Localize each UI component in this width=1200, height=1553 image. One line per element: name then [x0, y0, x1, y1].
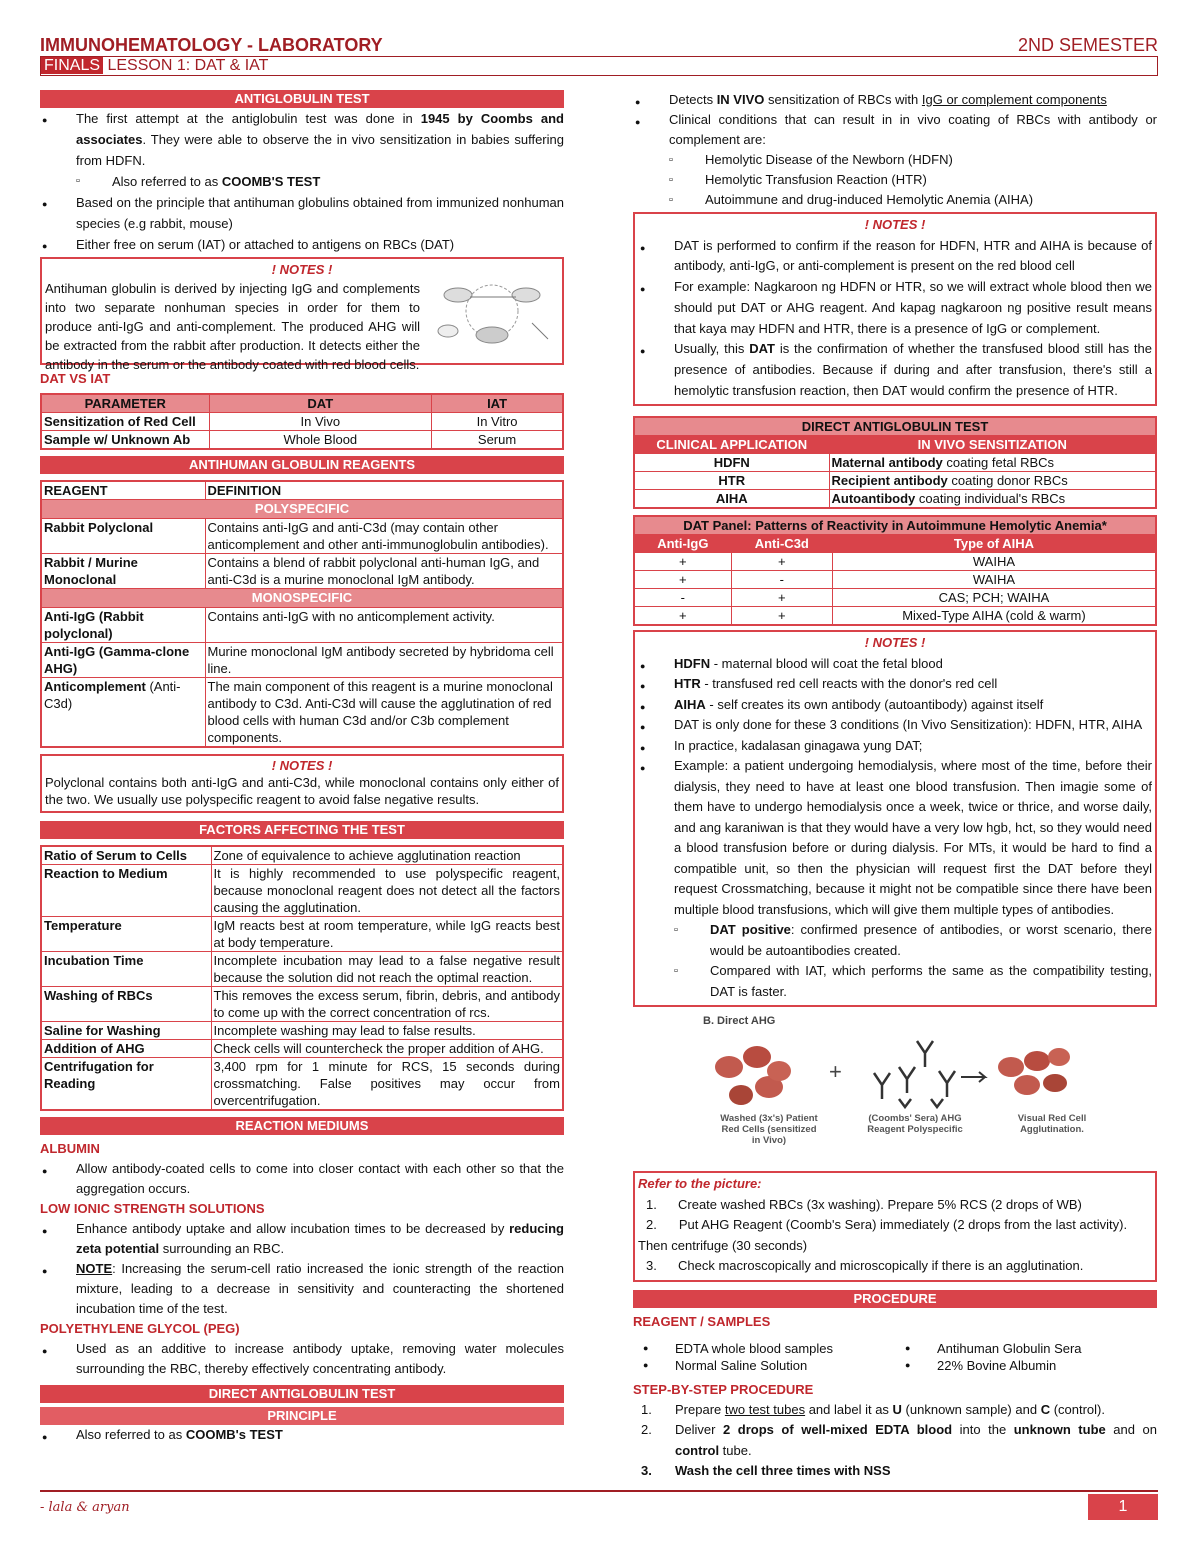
- table-cell: HDFN: [634, 454, 829, 472]
- table-cell: Washing of RBCs: [41, 987, 211, 1022]
- table-cell: In Vitro: [432, 413, 563, 431]
- table-row: [41, 554, 563, 589]
- notes-box-ahg: [40, 754, 564, 813]
- table-row: [634, 490, 1156, 509]
- table-cell: Incomplete washing may lead to false results.: [211, 1022, 563, 1040]
- dat-panel-table: [633, 515, 1157, 626]
- list-item: ● Example: a patient undergoing hemodialysis, where most of the time, before their dialysis, they need to have at least one blood transfusion. Then imagie some of them have to undergo hemodialysis once a week, twice or thrice, and worse daily, and ang karaniwan is that they would have a very low hgb, hct, so they would need a blood transfusion before or during dialysis. For MTs, it would be hard to find a compatible unit, so then the physician will request first the DAT before theyl request Crossmatching, because it might not be compatible since there have been multiple blood transfusions, which will give them multiple types of antibodies.: [638, 756, 1152, 920]
- table-cell: +: [634, 571, 731, 589]
- list-item: ● HDFN - maternal blood will coat the fetal blood: [638, 654, 1152, 675]
- subheader-polyspecific: POLYSPECIFIC: [41, 500, 563, 519]
- section-bar-procedure: PROCEDURE: [633, 1290, 1157, 1308]
- list-item: ● Used as an additive to increase antibody uptake, removing water molecules surrounding the RBC, thereby effectively concentrating antibody.: [40, 1339, 564, 1379]
- table-header: Anti-C3d: [731, 535, 832, 553]
- table-cell: Reaction to Medium: [41, 865, 211, 917]
- table-row: [41, 1040, 563, 1058]
- table-header: REAGENT: [41, 481, 205, 500]
- semester-label: 2ND SEMESTER: [1017, 35, 1158, 55]
- list-item: ● Detects IN VIVO sensitization of RBCs with IgG or complement components: [633, 90, 1157, 110]
- list-item: 3. Wash the cell three times with NSS: [641, 1463, 891, 1479]
- agt-sublist: [40, 171, 564, 192]
- list-item: ● For example: Nagkaroon ng HDFN or HTR, so we will extract whole blood then we should put DAT or AHG reagent. And kapag nagkaroon ng positive result means that kaya may HDFN and HTR, there is a presence of IgG or complement.: [638, 277, 1152, 339]
- table-cell: Saline for Washing: [41, 1022, 211, 1040]
- section-bar-factors: FACTORS AFFECTING THE TEST: [40, 821, 564, 839]
- list-item: ● DAT is only done for these 3 conditions (In Vivo Sensitization): HDFN, HTR, AIHA: [638, 715, 1152, 736]
- table-cell: CAS; PCH; WAIHA: [832, 589, 1156, 607]
- table-title: DAT Panel: Patterns of Reactivity in Autoimmune Hemolytic Anemia*: [634, 516, 1156, 535]
- table-cell: Mixed-Type AIHA (cold & warm): [832, 607, 1156, 626]
- table-cell: +: [731, 607, 832, 626]
- table-row: [634, 607, 1156, 626]
- list-item: ● Antihuman Globulin Sera: [905, 1340, 1082, 1356]
- arrow-icon: [961, 1072, 985, 1082]
- figure-title: B. Direct AHG: [703, 1015, 776, 1028]
- list-item: 1. Prepare two test tubes and label it as U (unknown sample) and C (control).: [641, 1401, 1105, 1417]
- table-cell: HTR: [634, 472, 829, 490]
- list-item: ● DAT is performed to confirm if the reason for HDFN, HTR and AIHA is because of antibody, anti-IgG, or anti-complement is present on the red blood cell: [638, 236, 1152, 277]
- table-cell: Zone of equivalence to achieve agglutination reaction: [211, 846, 563, 865]
- notes-box-agt: [40, 257, 564, 372]
- liss-list: [40, 1219, 564, 1319]
- section-bar-mediums: REACTION MEDIUMS: [40, 1117, 564, 1135]
- figure-caption-cells: Washed (3x's) Patient Red Cells (sensitized in Vivo): [720, 1113, 818, 1147]
- detects-list: [633, 90, 1157, 150]
- list-item: ● 22% Bovine Albumin: [905, 1357, 1057, 1373]
- list-item: ● Based on the principle that antihuman globulins obtained from immunized nonhuman species (e.g rabbit, mouse): [40, 192, 564, 234]
- table-header: PARAMETER: [41, 394, 209, 413]
- refer-box: [633, 1171, 1157, 1282]
- table-cell: Check cells will countercheck the proper addition of AHG.: [211, 1040, 563, 1058]
- table-header: DEFINITION: [205, 481, 563, 500]
- list-item: ● Usually, this DAT is the confirmation of whether the transfused blood still has the presence of antibodies. Because if during and after transfusion, there's still a hemolytic transfusion reaction, then DAT would confirm the presence of HTR.: [638, 339, 1152, 401]
- table-row: [41, 678, 563, 748]
- list-item: ● NOTE: Increasing the serum-cell ratio increased the ionic strength of the reaction mixture, leading to a decrease in sensitivity and counteracting the shortened incubation time of the test.: [40, 1259, 564, 1319]
- table-row: [41, 608, 563, 643]
- albumin-heading: ALBUMIN: [40, 1141, 100, 1156]
- list-item: ● In practice, kadalasan ginagawa yung DAT;: [638, 736, 1152, 757]
- notes-text: Polyclonal contains both anti-IgG and anti-C3d, while monoclonal contains only either of the two. We usually use polyspecific reagent to avoid false negative results.: [45, 775, 559, 807]
- plus-sign: +: [829, 1059, 842, 1085]
- steps-list: [633, 1400, 1157, 1482]
- table-header: Type of AIHA: [832, 535, 1156, 553]
- list-item: ● Normal Saline Solution: [643, 1357, 808, 1373]
- list-item: 1. Create washed RBCs (3x washing). Prepare 5% RCS (2 drops of WB): [646, 1196, 1082, 1212]
- table-row: [41, 917, 563, 952]
- table-cell: Contains anti-IgG and anti-C3d (may contain other anticomplement and other anti-immunoglobulin antibodies).: [205, 519, 563, 554]
- list-item: ▫ Hemolytic Transfusion Reaction (HTR): [633, 170, 1157, 190]
- list-item: 2. Put AHG Reagent (Coomb's Sera) immediately (2 drops from the last activity). Then centrifuge (30 seconds): [638, 1217, 1128, 1253]
- figure-caption-reagent: (Coombs' Sera) AHG Reagent Polyspecific: [867, 1113, 963, 1136]
- table-row: [41, 519, 563, 554]
- list-item: ● AIHA - self creates its own antibody (autoantibody) against itself: [638, 695, 1152, 716]
- table-cell: +: [634, 553, 731, 571]
- table-cell: Anti-IgG (Gamma-clone AHG): [41, 643, 205, 678]
- section-bar-dat: DIRECT ANTIGLOBULIN TEST: [40, 1385, 564, 1403]
- notes-title: ! NOTES !: [864, 217, 926, 232]
- notes-title: ! NOTES !: [271, 758, 333, 773]
- agglutination-diagram: [699, 1027, 1099, 1111]
- table-cell: This removes the excess serum, fibrin, debris, and antibody to come up with the correct concentration of rcs.: [211, 987, 563, 1022]
- peg-list: [40, 1339, 564, 1379]
- table-cell: IgM reacts best at room temperature, while IgG reacts best at body temperature.: [211, 917, 563, 952]
- notes-list: [638, 236, 1152, 402]
- page-header: [40, 34, 1158, 76]
- table-cell: Incomplete incubation may lead to a false negative result because the solution did not reach the optimal reaction.: [211, 952, 563, 987]
- table-header-row: [41, 481, 563, 500]
- direct-ahg-figure: [633, 1013, 1157, 1163]
- dat-vs-iat-heading: DAT VS IAT: [40, 371, 111, 386]
- list-item: ● HTR - transfused red cell reacts with the donor's red cell: [638, 674, 1152, 695]
- table-cell: -: [731, 571, 832, 589]
- table-header: IAT: [432, 394, 563, 413]
- footer-divider: [40, 1490, 1158, 1492]
- table-cell: It is highly recommended to use polyspecific reagent, because monoclonal reagent does not detect all the factors causing the agglutination.: [211, 865, 563, 917]
- list-item: ● Allow antibody-coated cells to come into closer contact with each other so that the aggregation occurs.: [40, 1159, 564, 1199]
- table-row: [41, 952, 563, 987]
- table-cell: Ratio of Serum to Cells: [41, 846, 211, 865]
- dat-vs-iat-table: [40, 393, 564, 450]
- table-cell: Maternal antibody coating fetal RBCs: [829, 454, 1156, 472]
- table-cell: Sample w/ Unknown Ab: [41, 431, 209, 450]
- agglutinated-cells-icon: [998, 1048, 1070, 1095]
- table-cell: The main component of this reagent is a murine monoclonal antibody to C3d. Anti-C3d will cause the agglutination of red blood cells with human C3d and/or C3b complement components.: [205, 678, 563, 748]
- subheader-monospecific: MONOSPECIFIC: [41, 589, 563, 608]
- lesson-title: LESSON 1: DAT & IAT: [103, 57, 269, 74]
- right-column: [633, 90, 1157, 1482]
- notes-box-conditions: [633, 630, 1157, 1007]
- ahg-reagents-table: [40, 480, 564, 748]
- table-cell: Contains anti-IgG with no anticomplement activity.: [205, 608, 563, 643]
- figure-caption-result: Visual Red Cell Agglutination.: [1017, 1113, 1087, 1136]
- section-bar-antiglobulin: ANTIGLOBULIN TEST: [40, 90, 564, 108]
- reagents-heading: REAGENT / SAMPLES: [633, 1313, 771, 1329]
- table-cell: Addition of AHG: [41, 1040, 211, 1058]
- table-cell: In Vivo: [209, 413, 432, 431]
- table-header: IN VIVO SENSITIZATION: [829, 436, 1156, 454]
- table-cell: Autoantibody coating individual's RBCs: [829, 490, 1156, 509]
- agt-list-2: [40, 192, 564, 255]
- agt-list: [40, 108, 564, 171]
- table-cell: AIHA: [634, 490, 829, 509]
- table-cell: WAIHA: [832, 571, 1156, 589]
- table-header-row: [634, 535, 1156, 553]
- list-item: ▫ Autoimmune and drug-induced Hemolytic Anemia (AIHA): [633, 190, 1157, 210]
- conditions-sublist: [633, 150, 1157, 210]
- table-cell: Recipient antibody coating donor RBCs: [829, 472, 1156, 490]
- table-cell: WAIHA: [832, 553, 1156, 571]
- factors-table: [40, 845, 564, 1111]
- table-row: [41, 1058, 563, 1111]
- list-item: ● Either free on serum (IAT) or attached to antigens on RBCs (DAT): [40, 234, 564, 255]
- table-cell: Whole Blood: [209, 431, 432, 450]
- table-cell: +: [731, 553, 832, 571]
- table-row: [634, 571, 1156, 589]
- notes-title: ! NOTES !: [271, 262, 333, 277]
- list-item: ● EDTA whole blood samples: [643, 1340, 834, 1356]
- principle-list: [40, 1425, 564, 1445]
- left-column: [40, 90, 564, 1445]
- table-cell: Serum: [432, 431, 563, 450]
- table-row: [634, 589, 1156, 607]
- table-row: [41, 643, 563, 678]
- author-signature: - lala & aryan: [40, 1500, 130, 1515]
- table-cell: -: [634, 589, 731, 607]
- antibody-y-icons: [874, 1041, 955, 1107]
- table-row: [41, 413, 563, 431]
- albumin-list: [40, 1159, 564, 1199]
- table-row: [634, 454, 1156, 472]
- list-item: ▫ Also referred to as COOMB'S TEST: [40, 171, 564, 192]
- notes-list: [638, 654, 1152, 921]
- list-item: ● The first attempt at the antiglobulin test was done in 1945 by Coombs and associates. They were able to observe the in vivo sensitization in babies suffering from HDFN.: [40, 108, 564, 171]
- table-cell: Anti-IgG (Rabbit polyclonal): [41, 608, 205, 643]
- list-item: ▫ DAT positive: confirmed presence of antibodies, or worst scenario, there would be autoantibodies created.: [638, 920, 1152, 961]
- ahg-production-diagram-icon: [428, 273, 556, 349]
- table-header: Anti-IgG: [634, 535, 731, 553]
- finals-tag: FINALS: [41, 57, 103, 74]
- table-cell: Contains a blend of rabbit polyclonal anti-human IgG, and anti-C3d is a murine monoclonal IgM antibody.: [205, 554, 563, 589]
- list-item: 3. Check macroscopically and microscopically if there is an agglutination.: [646, 1258, 1084, 1274]
- table-row: [41, 1022, 563, 1040]
- table-cell: Murine monoclonal IgM antibody secreted by hybridoma cell line.: [205, 643, 563, 678]
- table-row: [41, 865, 563, 917]
- list-item: ▫ Hemolytic Disease of the Newborn (HDFN): [633, 150, 1157, 170]
- red-cells-icon: [715, 1046, 791, 1105]
- list-item: ▫ Compared with IAT, which performs the same as the compatibility testing, DAT is faster.: [638, 961, 1152, 1002]
- table-cell: Temperature: [41, 917, 211, 952]
- table-title: DIRECT ANTIGLOBULIN TEST: [634, 417, 1156, 436]
- page-number: 1: [1088, 1494, 1158, 1520]
- table-row: [41, 846, 563, 865]
- peg-heading: POLYETHYLENE GLYCOL (PEG): [40, 1321, 240, 1336]
- table-header: CLINICAL APPLICATION: [634, 436, 829, 454]
- table-cell: +: [634, 607, 731, 626]
- lesson-banner: [40, 56, 1158, 76]
- refer-title: Refer to the picture:: [638, 1176, 762, 1192]
- notes-text: Antihuman globulin is derived by injecting IgG and complements into two separate nonhuman species in order for them to produce anti-IgG and anti-complement. The produced AHG will be extracted from the rabbit after production. It detects either the antibody in the serum or the antibody coated with red blood cells.: [45, 281, 420, 372]
- table-cell: Centrifugation for Reading: [41, 1058, 211, 1111]
- notes-box-dat: [633, 212, 1157, 406]
- table-row: [41, 431, 563, 450]
- table-row: [41, 987, 563, 1022]
- doc-title: IMMUNOHEMATOLOGY - LABORATORY: [40, 35, 383, 55]
- table-header-row: [41, 394, 563, 413]
- reagents-list: [633, 1340, 1157, 1374]
- table-cell: Sensitization of Red Cell: [41, 413, 209, 431]
- steps-heading: STEP-BY-STEP PROCEDURE: [633, 1381, 814, 1397]
- table-header: DAT: [209, 394, 432, 413]
- table-header-row: [634, 436, 1156, 454]
- table-row: [634, 553, 1156, 571]
- list-item: 2. Deliver 2 drops of well-mixed EDTA blood into the unknown tube and on control tube.: [641, 1422, 1157, 1458]
- list-item: ● Also referred to as COOMB's TEST: [40, 1425, 564, 1445]
- section-bar-ahg: ANTIHUMAN GLOBULIN REAGENTS: [40, 456, 564, 474]
- table-cell: +: [731, 589, 832, 607]
- table-cell: Incubation Time: [41, 952, 211, 987]
- dat-clinical-table: [633, 416, 1157, 509]
- table-cell: Anticomplement (Anti-C3d): [41, 678, 205, 748]
- table-cell: Rabbit Polyclonal: [41, 519, 205, 554]
- table-row: [634, 472, 1156, 490]
- notes-title: ! NOTES !: [864, 635, 926, 651]
- table-cell: Rabbit / Murine Monoclonal: [41, 554, 205, 589]
- table-cell: 3,400 rpm for 1 minute for RCS, 15 seconds during crossmatching. False positives may occur from overcentrifugation.: [211, 1058, 563, 1111]
- list-item: ● Enhance antibody uptake and allow incubation times to be decreased by reducing zeta potential surrounding an RBC.: [40, 1219, 564, 1259]
- principle-bar: PRINCIPLE: [40, 1407, 564, 1425]
- liss-heading: LOW IONIC STRENGTH SOLUTIONS: [40, 1201, 265, 1216]
- list-item: ● Clinical conditions that can result in in vivo coating of RBCs with antibody or complement are:: [633, 110, 1157, 150]
- notes-sublist: [638, 920, 1152, 1002]
